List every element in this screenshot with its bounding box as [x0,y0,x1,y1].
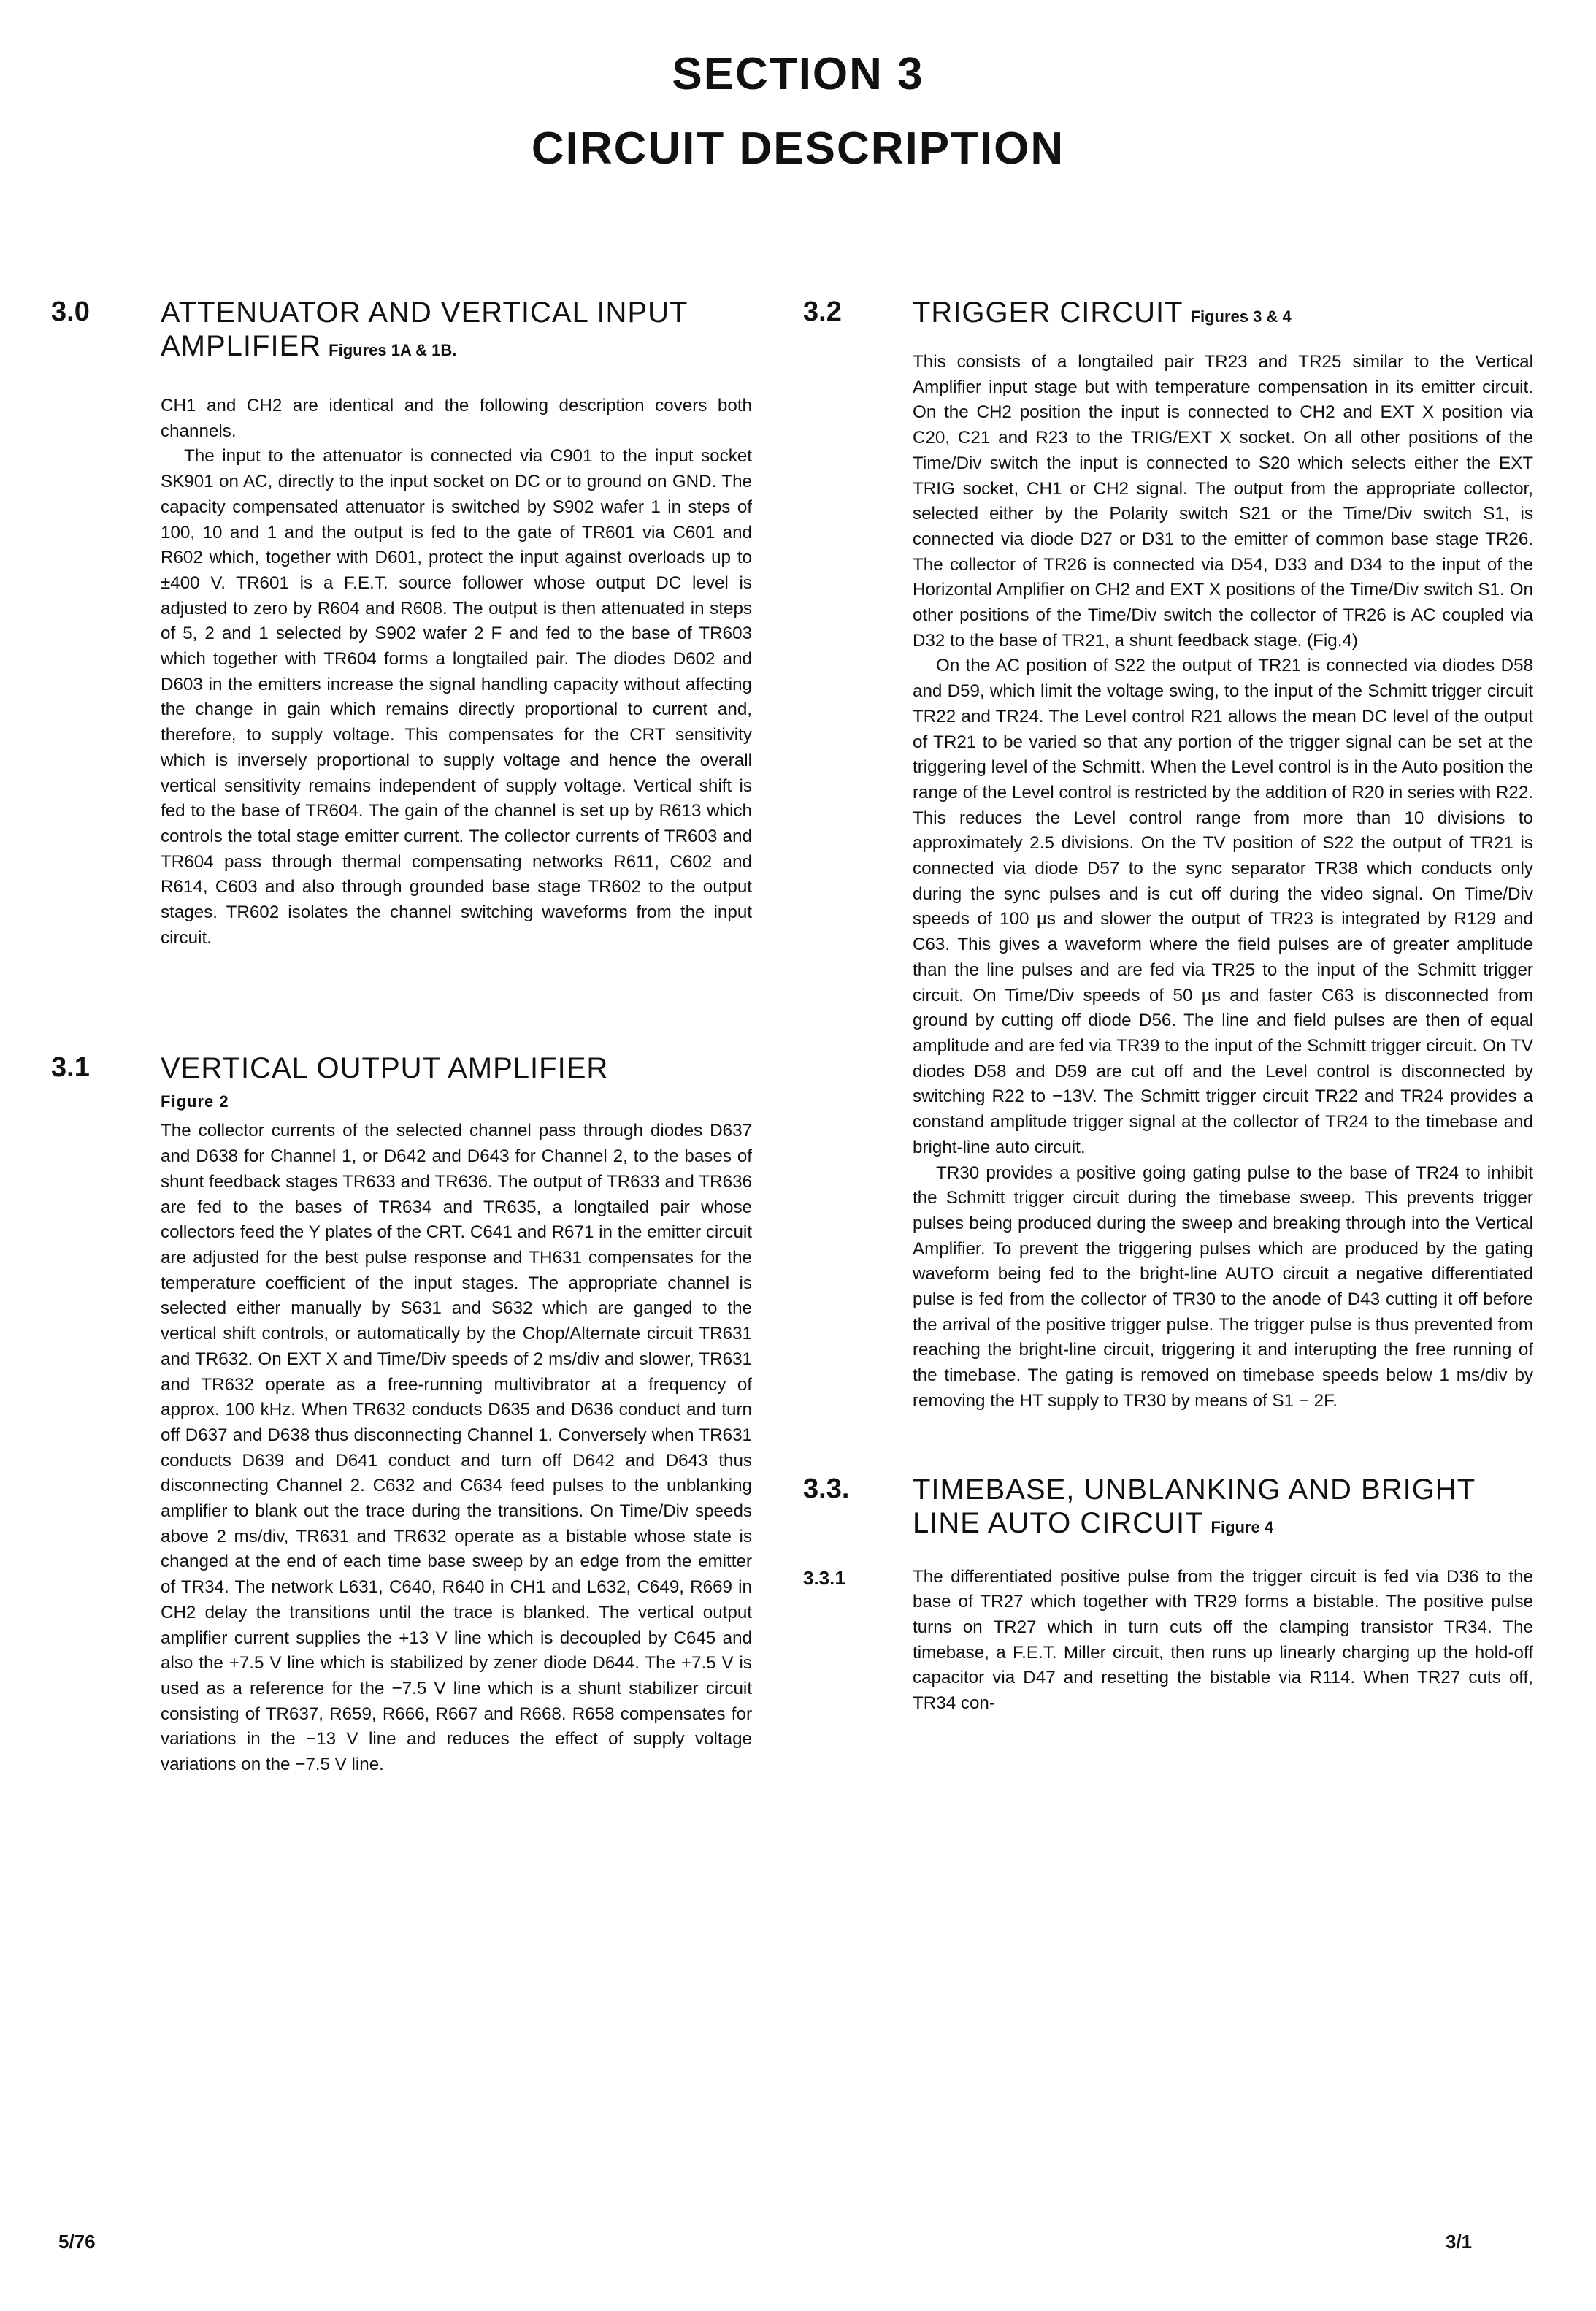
section-number: 3.0 [51,296,90,327]
section-3-1-body [161,1119,752,1777]
section-3-3-heading [803,1473,1533,1544]
figure-reference: Figure 4 [1211,1517,1274,1536]
section-heading: ATTENUATOR AND VERTICAL INPUT [161,296,688,329]
section-3-2-heading [803,296,1533,334]
figure-reference: Figures 1A & 1B. [329,341,457,359]
paragraph: TR30 provides a positive going gating pulse to the base of TR24 to inhibit the Schmitt trigger circuit during the timebase sweep. This prevents trigger pulses being produced during the sweep and breaking through into the Vertical Amplifier. To prevent the triggering pulses which are produced by the gating waveform being fed to the bright-line AUTO circuit a negative differentiated pulse is fed from the collector of TR30 to the anode of D43 cutting it off before the arrival of the positive trigger pulse. The trigger pulse is thus prevented from reaching the bright-line circuit, triggering it and interupting the free running of the timebase. The gating is removed on timebase speeds below 1 ms/div by removing the HT supply to TR30 by means of S1 − 2F. [913,1162,1533,1411]
section-heading-cont: LINE AUTO CIRCUIT [913,1506,1204,1539]
paragraph: The collector currents of the selected channel pass through diodes D637 and D638 for Channel 1, or D642 and D643 for Channel 2, to the bases of shunt feedback stages TR633 and TR636. The output of TR633 and TR636 are fed to the bases of TR634 and TR635, a longtailed pair whose collectors feed the Y plates of the CRT. C641 and R671 in the emitter circuit are adjusted for the best pulse response and TH631 compensates for the temperature coefficient of the input stages. The appropriate channel is selected either manually by S631 and S632 which are ganged to the vertical shift controls, or automatically by the Chop/Alternate circuit TR631 and TR632. On EXT X and Time/Div speeds of 2 ms/div and slower, TR631 and TR632 operate as a free-running multivibrator at a frequency of approx. 100 kHz. When TR632 conducts D635 and D636 conduct and turn off D637 and D638 thus disconnecting Channel 1. Conversely when TR631 conducts D639 and D641 conduct and turn off D642 and D643 thus disconnecting Channel 2. C632 and C634 feed pulses to the unblanking amplifier to blank out the trace during the transitions. On Time/Div speeds above 2 ms/div, TR631 and TR632 operate as a bistable whose state is changed at the end of each time base sweep by an edge from the emitter of TR34. The network L631, C640, R640 in CH1 and L632, C649, R669 in CH2 delay the transitions until the trace is blanked. The vertical output amplifier current supplies the +13 V line which is decoupled by C645 and also the +7.5 V line which is stabilized by zener diode D644. The +7.5 V is used as a reference for the −7.5 V line which is a shunt stabilizer circuit consisting of TR637, R659, R666, R667 and R668. R658 compensates for variations in the −13 V line and reduces the effect of supply voltage variations on the −7.5 V line. [161,1121,752,1775]
paragraph: On the AC position of S22 the output of TR21 is connected via diodes D58 and D59, which limit the voltage swing, to the input of the Schmitt trigger circuit TR22 and TR24. The Level control R21 allows the mean DC level of the output of TR21 to be varied so that any portion of the trigger signal can be set at the triggering level of the Schmitt. When the Level control is in the Auto position the range of the Level control is restricted by the addition of R20 in series with R22. This reduces the Level control range from more than 10 divisions to approximately 2.5 divisions. On the TV position of S22 the output of TR21 is connected via diode D57 to the sync separator TR38 which conducts only during the sync pulses and is cut off during the video signal. On Time/Div speeds of 100 µs and slower the output of TR23 is integrated by R129 and C63. This gives a waveform where the field pulses are of greater amplitude than the line pulses and are fed via TR25 to the input of the Schmitt trigger circuit. On Time/Div speeds of 50 µs and faster C63 is disconnected from ground by cutting off diode D56. The line and field pulses are then of equal amplitude and are fed via TR39 to the input of the Schmitt trigger circuit. On TV diodes D58 and D59 are cut off and the Level control is disconnected by switching R22 to −13V. The Schmitt trigger circuit TR22 and TR24 provides a constand amplitude trigger signal at the collector of TR24 to the timebase and bright-line auto circuit. [913,656,1533,1157]
section-number: 3.3.1 [803,1566,845,1589]
figure-reference: Figures 3 & 4 [1190,307,1292,326]
page-title: CIRCUIT DESCRIPTION [531,123,1065,174]
section-number: 3.3. [803,1473,850,1504]
section-3-1-heading [51,1051,752,1119]
section-3-0-heading [51,296,752,367]
footer-date: 5/76 [58,2231,96,2253]
section-number: 3.1 [51,1052,90,1084]
figure-reference: Figure 2 [161,1092,229,1111]
section-heading: TIMEBASE, UNBLANKING AND BRIGHT [913,1473,1476,1506]
section-number: 3.2 [803,296,842,327]
section-3-0-body [161,394,752,951]
section-heading-cont: AMPLIFIER [161,330,322,362]
paragraph: This consists of a longtailed pair TR23 and TR25 similar to the Vertical Amplifier input stage but with temperature compensation in its emitter circuit. On the CH2 position the input is connected to CH2 and EXT X position via C20, C21 and R23 to the TRIG/EXT X socket. On all other positions of the Time/Div switch the input is connected to S20 which selects either the EXT TRIG socket, CH1 or CH2 signal. The output from the appropriate collector, selected either by the Polarity switch S21 or the Time/Div switch S1, is connected via diode D27 or D31 to the emitter of common base stage TR26. The collector of TR26 is connected via D54, D33 and D34 to the input of the Horizontal Amplifier on CH2 and EXT X positions of the Time/Div switch S1. On other positions of the Time/Div switch the collector of TR26 is AC coupled via D32 to the base of TR21, a shunt feedback stage. (Fig.4) [913,352,1533,651]
section-heading: VERTICAL OUTPUT AMPLIFIER [161,1052,609,1085]
paragraph: CH1 and CH2 are identical and the following description covers both channels. [161,396,752,441]
paragraph: The input to the attenuator is connected via C901 to the input socket SK901 on AC, directly to the input socket on DC or to ground on GND. The capacity compensated attenuator is switched by S902 wafer 1 in steps of 100, 10 and 1 and the output is fed to the gate of TR601 via C601 and R602 which, together with D601, protect the input against overloads up to ±400 V. TR601 is a F.E.T. source follower whose output DC level is adjusted to zero by R604 and R608. The output is then attenuated in steps of 5, 2 and 1 selected by S902 wafer 2 F and fed to the base of TR603 which together with TR604 forms a longtailed pair. The diodes D602 and D603 in the emitters increase the signal handling capacity without affecting the change in gain which remains directly proportional to current and, therefore, to supply voltage. This compensates for the CRT sensitivity which is inversely proportional to supply voltage and hence the overall vertical sensitivity remains independent of supply voltage. Vertical shift is fed to the base of TR604. The gain of the channel is set up by R613 which controls the total stage emitter current. The collector currents of TR603 and TR604 pass through thermal compensating networks R611, C602 and R614, C603 and also through grounded base stage TR602 to the output stages. TR602 isolates the channel switching waveforms from the input circuit. [161,446,752,948]
paragraph: The differentiated positive pulse from the trigger circuit is fed via D36 to the base of TR27 which together with TR29 forms a bistable. The positive pulse turns on TR27 which in turn cuts off the clamping transistor TR34. The timebase, a F.E.T. Miller circuit, then runs up linearly charging up the hold-off capacitor via D47 and resetting the bistable via R114. When TR27 cuts off, TR34 con- [913,1566,1533,1714]
section-3-2-body [913,350,1533,1414]
left-column [51,296,752,1778]
section-heading: TRIGGER CIRCUIT [913,296,1183,329]
section-number-heading: SECTION 3 [672,49,924,99]
page-number: 3/1 [1446,2231,1473,2253]
right-column [803,296,1533,1717]
section-3-3-1 [803,1565,1533,1717]
